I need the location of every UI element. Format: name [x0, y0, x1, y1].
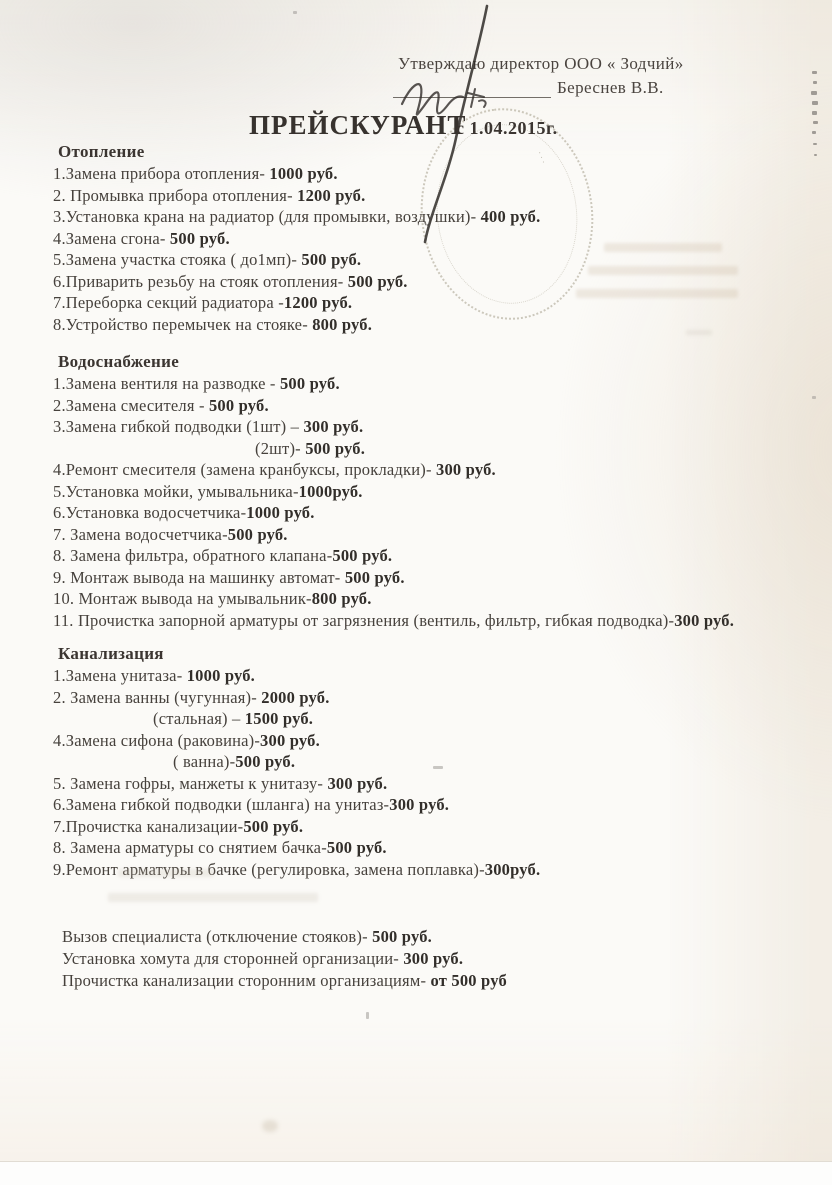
service-label: (стальная) – [153, 709, 245, 728]
price-line [53, 459, 803, 481]
service-price: 400 руб. [480, 207, 541, 226]
service-price: 1200 руб. [283, 293, 353, 312]
service-label: Прочистка канализации сторонним организациям- [62, 970, 431, 990]
service-price: 300 руб. [260, 730, 320, 750]
service-price: 1500 руб. [244, 709, 314, 728]
price-line [53, 206, 803, 228]
signature-line [393, 80, 551, 98]
stamp-text-fragment: ··· [534, 149, 550, 168]
scan-artifact [812, 396, 816, 399]
price-line [53, 373, 803, 395]
service-price: 300 руб. [389, 795, 450, 814]
service-price: 800 руб. [311, 589, 372, 608]
price-line [62, 948, 507, 970]
bleed-through-text [576, 289, 738, 298]
bleed-through-text [108, 893, 318, 902]
service-price: 1000 руб. [246, 503, 315, 522]
price-line [53, 567, 803, 589]
scan-artifact [813, 143, 817, 145]
price-line [53, 185, 803, 207]
bleed-through-text [604, 243, 722, 252]
approver-name: Береснев В.В. [557, 78, 664, 97]
price-line [53, 163, 803, 185]
price-line [53, 837, 803, 859]
section-heading: Отопление [58, 142, 145, 161]
service-price: 500 руб. [301, 250, 362, 269]
service-price: 300 руб. [674, 610, 735, 630]
service-label: 4.Замена сгона- [53, 228, 170, 248]
service-label: 10. Монтаж вывода на умывальник- [53, 589, 312, 608]
price-line [53, 794, 803, 816]
price-line [53, 502, 803, 524]
section-heading: Водоснабжение [58, 352, 180, 371]
price-line [53, 610, 803, 632]
service-label: ( ванна)- [173, 752, 236, 771]
service-price: 500 руб. [344, 567, 405, 587]
service-label: 8. Замена фильтра, обратного клапана- [53, 546, 333, 565]
service-price: 800 руб. [312, 314, 373, 334]
service-label: (2шт)- [255, 438, 306, 458]
service-label: 3.Установка крана на радиатор (для промывки, воздушки)- [53, 207, 481, 226]
service-price: 500 руб. [235, 752, 296, 771]
service-label: 7.Переборка секций радиатора - [53, 293, 284, 312]
scan-artifact [812, 71, 817, 74]
service-label: 1.Замена прибора отопления- [53, 164, 270, 183]
service-price: 500 руб. [332, 546, 393, 565]
service-label: 5.Установка мойки, умывальника- [53, 481, 299, 501]
service-price: 300 руб. [403, 948, 464, 968]
service-price: 500 руб. [279, 374, 340, 393]
scan-artifact [262, 1120, 278, 1132]
price-line [53, 481, 803, 503]
scan-artifact [812, 111, 817, 115]
service-price: 500 руб. [169, 228, 230, 248]
price-line [53, 687, 803, 709]
scan-artifact [366, 1012, 369, 1019]
service-price: 500 руб. [372, 927, 432, 946]
bleed-through-text [588, 266, 738, 275]
bleed-through-text [686, 330, 712, 335]
price-line [53, 773, 803, 795]
price-line [53, 524, 803, 546]
service-label: 1.Замена вентиля на разводке - [53, 374, 280, 393]
scan-artifact [433, 766, 443, 769]
service-price: 500 руб. [305, 438, 366, 458]
scan-artifact [811, 91, 817, 95]
service-label: Вызов специалиста (отключение стояков)- [62, 927, 373, 946]
scan-artifact [812, 131, 816, 134]
signature-row [393, 78, 793, 98]
service-label: 2.Замена смесителя - [53, 395, 209, 415]
price-line [62, 926, 507, 948]
price-line [53, 751, 803, 773]
service-price: 500 руб. [227, 524, 288, 544]
service-price: 300 руб. [303, 417, 364, 436]
price-section [53, 643, 803, 880]
price-line [62, 970, 507, 992]
price-section [53, 351, 803, 631]
service-price: 2000 руб. [261, 687, 330, 707]
service-label: 5. Замена гофры, манжеты к унитазу- [53, 773, 328, 793]
scan-artifact [812, 101, 818, 105]
service-price: 500 руб. [326, 838, 387, 857]
service-label: 7. Замена водосчетчика- [53, 524, 228, 544]
price-line [53, 730, 803, 752]
service-label: 2. Замена ванны (чугунная)- [53, 687, 262, 707]
service-label: 8. Замена арматуры со снятием бачка- [53, 838, 327, 857]
service-label: 6.Установка водосчетчика- [53, 503, 247, 522]
bleed-through-text [118, 869, 214, 877]
service-label: 8.Устройство перемычек на стояке- [53, 314, 313, 334]
section-heading: Канализация [58, 644, 164, 663]
scan-artifact [814, 154, 817, 156]
scan-artifact [293, 11, 297, 14]
service-price: от 500 руб [430, 970, 507, 990]
service-label: 7.Прочистка канализации- [53, 816, 244, 836]
price-line [53, 438, 803, 460]
service-price: 300 руб. [327, 773, 388, 793]
paper-bottom-edge [0, 1161, 832, 1185]
page-title: ПРЕЙСКУРАНТ [249, 110, 467, 140]
service-price: 500 руб. [208, 395, 269, 415]
service-label: 5.Замена участка стояка ( до1мп)- [53, 250, 302, 269]
service-label: 11. Прочистка запорной арматуры от загрязнения (вентиль, фильтр, гибкая подводка)- [53, 610, 675, 630]
service-label: Установка хомута для сторонней организации- [62, 948, 404, 968]
price-line [53, 708, 803, 730]
footer-price-list [62, 926, 507, 991]
service-price: 300руб. [484, 859, 541, 879]
service-label: 4.Замена сифона (раковина)- [53, 730, 261, 750]
price-section [53, 141, 803, 335]
price-line [53, 416, 803, 438]
scan-artifact [813, 121, 818, 124]
price-line [53, 588, 803, 610]
price-line [53, 665, 803, 687]
price-line [53, 395, 803, 417]
service-price: 1200 руб. [297, 185, 366, 205]
price-line [53, 816, 803, 838]
service-label: 3.Замена гибкой подводки (1шт) – [53, 417, 304, 436]
scan-artifact [813, 81, 817, 84]
service-price: 300 руб. [436, 460, 496, 479]
service-price: 1000 руб. [269, 164, 338, 183]
effective-date: с 1.04.2015г. [456, 118, 558, 138]
service-label: 2. Промывка прибора отопления- [53, 185, 298, 205]
service-label: 1.Замена унитаза- [53, 666, 187, 685]
price-line [53, 545, 803, 567]
service-label: 9.Ремонт арматуры в бачке (регулировка, замена поплавка)- [53, 859, 485, 879]
service-label: 4.Ремонт смесителя (замена кранбуксы, прокладки)- [53, 460, 436, 479]
service-label: 9. Монтаж вывода на машинку автомат- [53, 567, 345, 587]
service-label: 6.Замена гибкой подводки (шланга) на унитаз- [53, 795, 390, 814]
service-label: 6.Приварить резьбу на стояк отопления- [53, 271, 348, 291]
service-price: 1000 руб. [186, 666, 256, 685]
approval-line: Утверждаю директор ООО « Зодчий» [398, 54, 684, 73]
service-price: 1000руб. [298, 481, 363, 501]
service-price: 500 руб. [347, 271, 408, 291]
service-price: 500 руб. [243, 816, 304, 836]
